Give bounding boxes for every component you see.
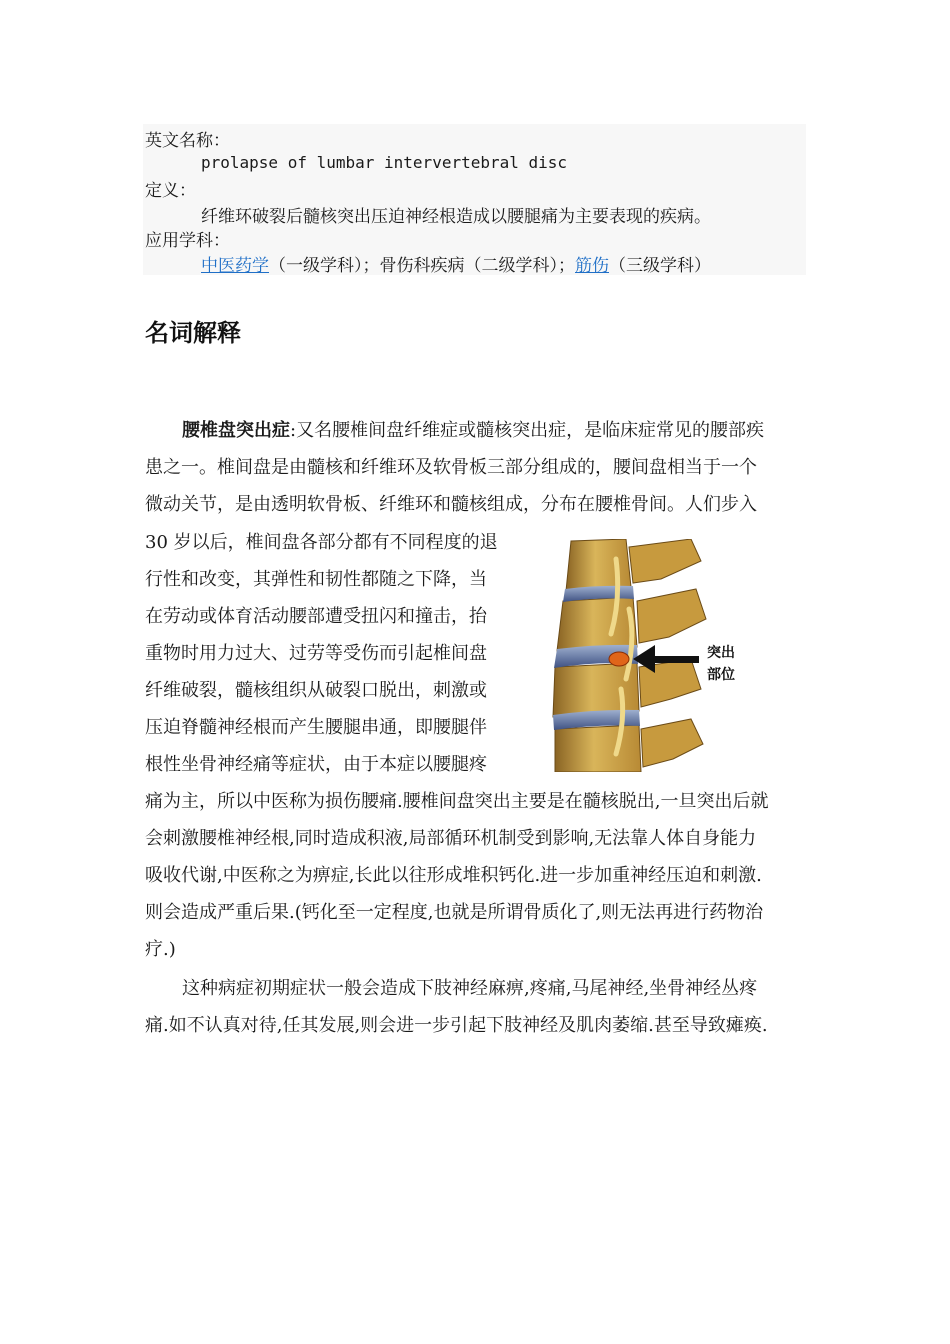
spinous-processes	[629, 539, 706, 767]
paragraph-line	[145, 412, 807, 449]
figure-caption-line-1: 突出	[707, 645, 735, 661]
paragraph-line: 患之一。椎间盘是由髓核和纤维环及软骨板三部分组成的，腰间盘相当于一个	[145, 457, 757, 478]
paragraph-line: 30 岁以后，椎间盘各部分都有不同程度的退	[145, 532, 498, 553]
paragraph-line: 行性和改变，其弹性和韧性都随之下降，当	[145, 569, 487, 590]
paragraph-line: 疗.)	[145, 939, 176, 960]
paragraph-1-wrapped	[145, 524, 528, 783]
paragraph-line: 吸收代谢,中医称之为痹症,长此以往形成堆积钙化.进一步加重神经压迫和刺激.	[145, 865, 762, 886]
paragraph-line: 微动关节，是由透明软骨板、纤维环和髓核组成，分布在腰椎骨间。人们步入	[145, 494, 757, 515]
english-name-value: prolapse of lumbar intervertebral disc	[201, 153, 568, 172]
spine-drawing	[541, 539, 755, 772]
subject-list	[201, 251, 711, 276]
section-heading: 名词解释	[145, 319, 241, 347]
definition-box	[143, 124, 806, 275]
english-name-label: 英文名称：	[145, 131, 230, 151]
definition-label: 定义：	[145, 181, 196, 201]
term-bold: 腰椎盘突出症	[182, 420, 290, 441]
definition-value: 纤维环破裂后髓核突出压迫神经根造成以腰腿痛为主要表现的疾病。	[201, 207, 711, 227]
spine-illustration	[541, 539, 755, 772]
subject-label: 应用学科：	[145, 231, 230, 251]
paragraph-line: 重物时用力过大、过劳等受伤而引起椎间盘	[145, 643, 487, 664]
paragraph-line: 会刺激腰椎神经根,同时造成积液,局部循环机制受到影响,无法靠人体自身能力	[145, 828, 757, 849]
paragraph-line: 在劳动或体育活动腰部遭受扭闪和撞击，抬	[145, 606, 487, 627]
figure-caption-line-2: 部位	[707, 667, 735, 683]
subject-text-2: （三级学科）	[609, 256, 711, 276]
paragraph-line: 压迫脊髓神经根而产生腰腿串通，即腰腿伴	[145, 717, 487, 738]
paragraph-line: 痛为主，所以中医称为损伤腰痛.腰椎间盘突出主要是在髓核脱出,一旦突出后就	[145, 791, 769, 812]
subject-link-tcm[interactable]: 中医药学	[201, 256, 269, 276]
paragraph-line-text: :又名腰椎间盘纤维症或髓核突出症，是临床症常见的腰部疾	[290, 420, 765, 441]
paragraph-1-tail	[145, 783, 807, 968]
subject-text-1: （一级学科）；骨伤科疾病（二级学科）；	[269, 256, 575, 276]
paragraph-line: 这种病症初期症状一般会造成下肢神经麻痹,疼痛,马尾神经,坐骨神经丛疼	[182, 978, 758, 999]
paragraph-line: 则会造成严重后果.(钙化至一定程度,也就是所谓骨质化了,则无法再进行药物治	[145, 902, 764, 923]
paragraph-1-intro	[145, 412, 807, 523]
herniation-spot	[609, 652, 629, 666]
paragraph-line: 纤维破裂，髓核组织从破裂口脱出，刺激或	[145, 680, 487, 701]
paragraph-2	[145, 970, 807, 1044]
paragraph-line: 痛.如不认真对待,任其发展,则会进一步引起下肢神经及肌肉萎缩.甚至导致瘫痪.	[145, 1015, 768, 1036]
subject-link-tendon-injury[interactable]: 筋伤	[575, 256, 609, 276]
paragraph-line: 根性坐骨神经痛等症状，由于本症以腰腿疼	[145, 754, 487, 775]
